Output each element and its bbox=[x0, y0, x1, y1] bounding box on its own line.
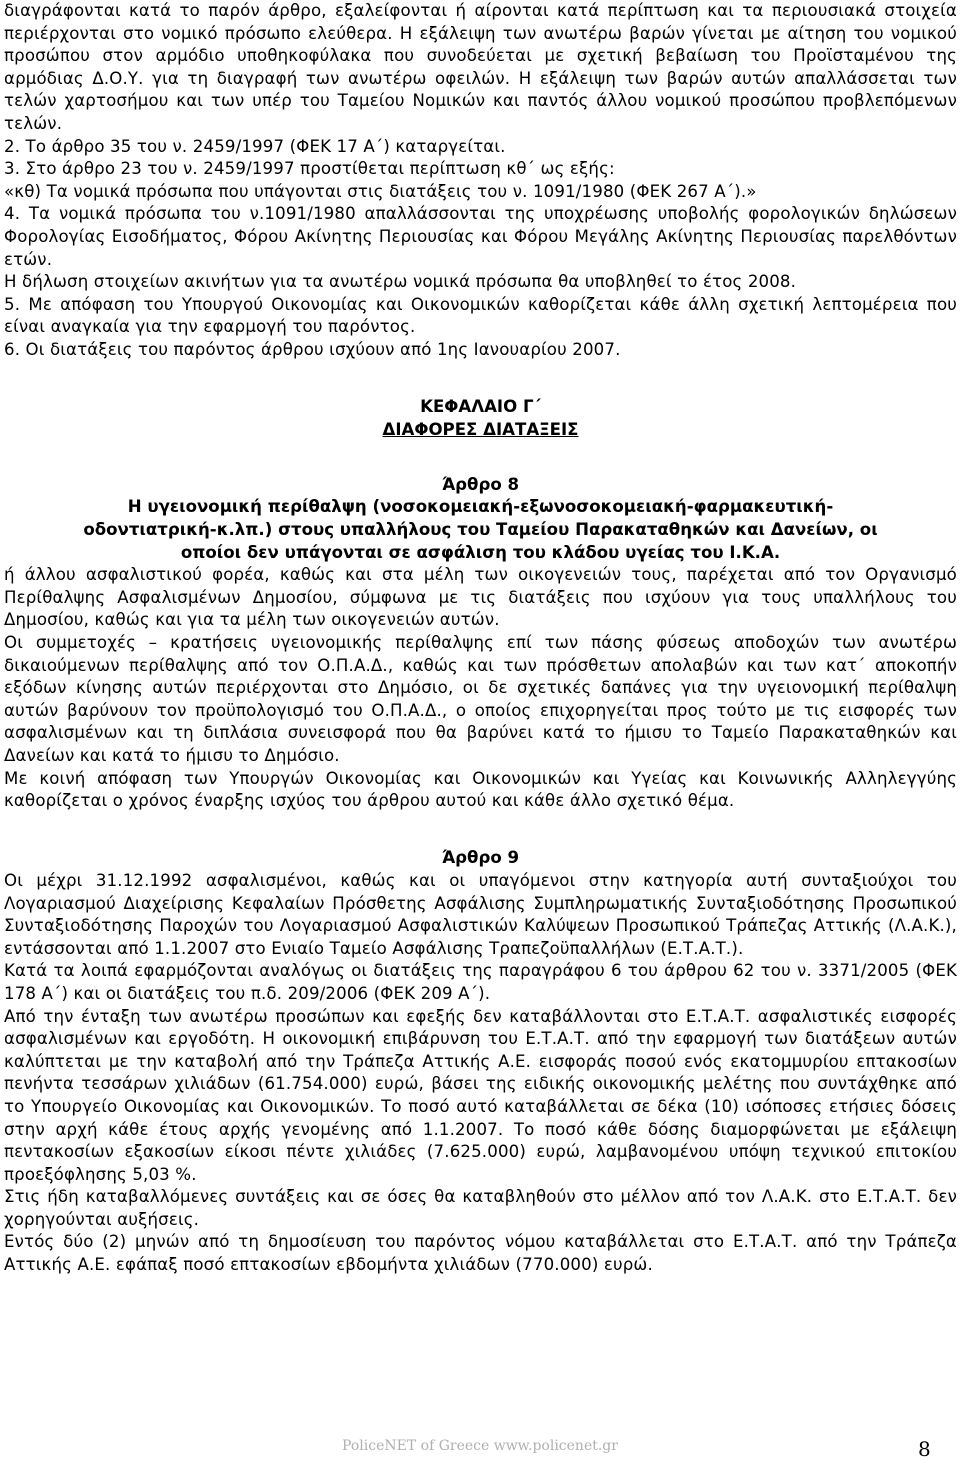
paragraph-item-6: 6. Οι διατάξεις του παρόντος άρθρου ισχύουν από 1ης Ιανουαρίου 2007. bbox=[4, 339, 621, 359]
document-page bbox=[4, 0, 957, 1277]
article-9-heading: Άρθρο 9 bbox=[441, 848, 520, 868]
article-8-title-line-3: οποίοι δεν υπάγονται σε ασφάλιση του κλάδου υγείας του Ι.Κ.Α. bbox=[180, 542, 781, 562]
paragraph-item-4: 4. Τα νομικά πρόσωπα του ν.1091/1980 απαλλάσσονται της υποχρέωσης υποβολής φορολογικών δηλώσεων Φορολογίας Εισοδήματος, Φόρου Ακίνητης Περιουσίας και Φόρου Μεγάλης Ακίνητης Περιουσίας παρελθόντων ετών. bbox=[4, 204, 957, 269]
chapter-title: ΔΙΑΦΟΡΕΣ ΔΙΑΤΑΞΕΙΣ bbox=[382, 419, 579, 439]
paragraph-item-3: 3. Στο άρθρο 23 του ν. 2459/1997 προστίθεται περίπτωση κθ΄ ως εξής: bbox=[4, 159, 615, 179]
article-9-paragraph-2: Κατά τα λοιπά εφαρμόζονται αναλόγως οι διατάξεις της παραγράφου 6 του άρθρου 62 του ν. 3371/2005 (ΦΕΚ 178 Α΄) και οι διατάξεις του π.δ. 209/2006 (ΦΕΚ 209 Α΄). bbox=[4, 961, 957, 1003]
article-8-paragraph-1: ή άλλου ασφαλιστικού φορέα, καθώς και στα μέλη των οικογενειών τους, παρέχεται από τον Οργανισμό Περίθαλψης Ασφαλισμένων Δημοσίου, σύμφωνα με τις διατάξεις που ισχύουν για τους υπαλλήλους του Δημοσίου, καθώς και για τα μέλη των οικογενειών αυτών. bbox=[4, 565, 957, 630]
article-8-paragraph-3: Με κοινή απόφαση των Υπουργών Οικονομίας και Οικονομικών και Υγείας και Κοινωνικής Αλληλεγγύης καθορίζεται ο χρόνος έναρξης ισχύος του άρθρου αυτού και κάθε άλλο σχετικό θέμα. bbox=[4, 768, 957, 811]
paragraph-property-declaration: Η δήλωση στοιχείων ακινήτων για τα ανωτέρω νομικά πρόσωπα θα υποβληθεί το έτος 2008. bbox=[4, 272, 797, 292]
article-8-title-line-2: οδοντιατρική-κ.λπ.) στους υπαλλήλους του Ταμείου Παρακαταθηκών και Δανείων, οι bbox=[83, 520, 878, 540]
article-9-paragraph-3: Από την ένταξη των ανωτέρω προσώπων και εφεξής δεν καταβάλλονται στο Ε.Τ.Α.Τ. ασφαλιστικές εισφορές ασφαλισμένων και εργοδότη. Η οικονομική επιβάρυνση του Ε.Τ.Α.Τ. από την εφαρμογή των διατάξεων αυτών καλύπτεται με την καταβολή από την Τράπεζα Αττικής Α.Ε. εισφοράς ποσού ενός εκατομμυρίου επτακοσίων πενήντα τεσσάρων χιλιάδων (61.754.000) ευρώ, βάσει της ειδικής οικονομικής μελέτης που συντάχθηκε από το Υπουργείο Οικονομίας και Οικονομικών. Το ποσό αυτό καταβάλλεται σε δέκα (10) ισόποσες ετήσιες δόσεις στην αρχή κάθε έτους αρχής γενομένης από 1.1.2007. Το ποσό κάθε δόσης διαμορφώνεται με εξάλειψη πεντακοσίων εξακοσίων είκοσι πέντε χιλιάδες (7.625.000) ευρώ, λαμβανομένου υπόψη τεχνικού επιτοκίου προεξόφλησης 5,03 %. bbox=[4, 1006, 957, 1184]
article-8-heading: Άρθρο 8 bbox=[441, 474, 520, 494]
chapter-heading: ΚΕΦΑΛΑΙΟ Γ΄ bbox=[420, 397, 541, 417]
page-footer: PoliceNET of Greece www.policenet.gr bbox=[342, 1438, 618, 1454]
paragraph-item-5: 5. Με απόφαση του Υπουργού Οικονομίας και Οικονομικών καθορίζεται κάθε άλλη σχετική λεπτομέρεια που είναι αναγκαία για την εφαρμογή του παρόντος. bbox=[4, 294, 957, 337]
article-8-title-line-1: Η υγειονομική περίθαλψη (νοσοκομειακή-εξωνοσοκομειακή-φαρμακευτική- bbox=[127, 497, 834, 517]
paragraph-intro: διαγράφονται κατά το παρόν άρθρο, εξαλείφονται ή αίρονται κατά περίπτωση και τα περιουσιακά στοιχεία περιέρχονται στο νομικό πρόσωπο ελεύθερα. Η εξάλειψη των ανωτέρω βαρών γίνεται με αίτηση του νομικού προσώπου στον αρμόδιο υποθηκοφύλακα που συνοδεύεται με σχετική βεβαίωση του Προϊσταμένου της αρμόδιας Δ.Ο.Υ. για τη διαγραφή των ανωτέρω οφειλών. Η εξάλειψη των βαρών αυτών απαλλάσσεται των τελών χαρτοσήμου και των υπέρ του Ταμείου Νομικών και παντός άλλου νομικού προσώπου προβλεπόμενων τελών. bbox=[4, 1, 957, 133]
article-8-paragraph-2: Οι συμμετοχές – κρατήσεις υγειονομικής περίθαλψης επί των πάσης φύσεως αποδοχών των ανωτέρω δικαιούμενων περίθαλψης από τον Ο.Π.Α.Δ., καθώς και των πρόσθετων απολαβών και των κατ΄ αποκοπήν εξόδων κίνησης αυτών περιέρχονται στο Δημόσιο, οι δε σχετικές δαπάνες για την υγειονομική περίθαλψη αυτών βαρύνουν τον προϋπολογισμό του Ο.Π.Α.Δ., ο οποίος επιχορηγείται προς τούτο με τις εισφορές των ασφαλισμένων και τη διπλάσια συνεισφορά που θα βαρύνει κατά το ήμισυ το Ταμείο Παρακαταθηκών και Δανείων και κατά το ήμισυ το Δημόσιο. bbox=[4, 633, 957, 765]
paragraph-item-2: 2. Το άρθρο 35 του ν. 2459/1997 (ΦΕΚ 17 Α΄) καταργείται. bbox=[4, 136, 506, 156]
article-9-paragraph-5: Εντός δύο (2) μηνών από τη δημοσίευση του παρόντος νόμου καταβάλλεται στο Ε.Τ.Α.Τ. από την Τράπεζα Αττικής Α.Ε. εφάπαξ ποσό επτακοσίων εβδομήντα χιλιάδων (770.000) ευρώ. bbox=[4, 1232, 957, 1275]
paragraph-quote-kth: «κθ) Τα νομικά πρόσωπα που υπάγονται στις διατάξεις του ν. 1091/1980 (ΦΕΚ 267 Α΄).» bbox=[4, 181, 757, 201]
article-9-paragraph-1: Οι μέχρι 31.12.1992 ασφαλισμένοι, καθώς και οι υπαγόμενοι στην κατηγορία αυτή συνταξιούχοι του Λογαριασμού Διαχείρισης Κεφαλαίων Πρόσθετης Ασφάλισης Συμπληρωματικής Συνταξιοδότησης Προσωπικού Συνταξιοδότησης Παροχών του Λογαριασμού Ασφαλιστικών Καλύψεων Προσωπικού Τράπεζας Αττικής (Λ.Α.Κ.), εντάσσονται από 1.1.2007 στο Ενιαίο Ταμείο Ασφάλισης Τραπεζοϋπαλλήλων (Ε.Τ.Α.Τ.). bbox=[4, 870, 957, 958]
article-9-paragraph-4: Στις ήδη καταβαλλόμενες συντάξεις και σε όσες θα καταβληθούν στο μέλλον από τον Λ.Α.Κ. στο Ε.Τ.Α.Τ. δεν χορηγούνται αυξήσεις. bbox=[4, 1187, 957, 1229]
page-number: 8 bbox=[918, 1437, 931, 1461]
